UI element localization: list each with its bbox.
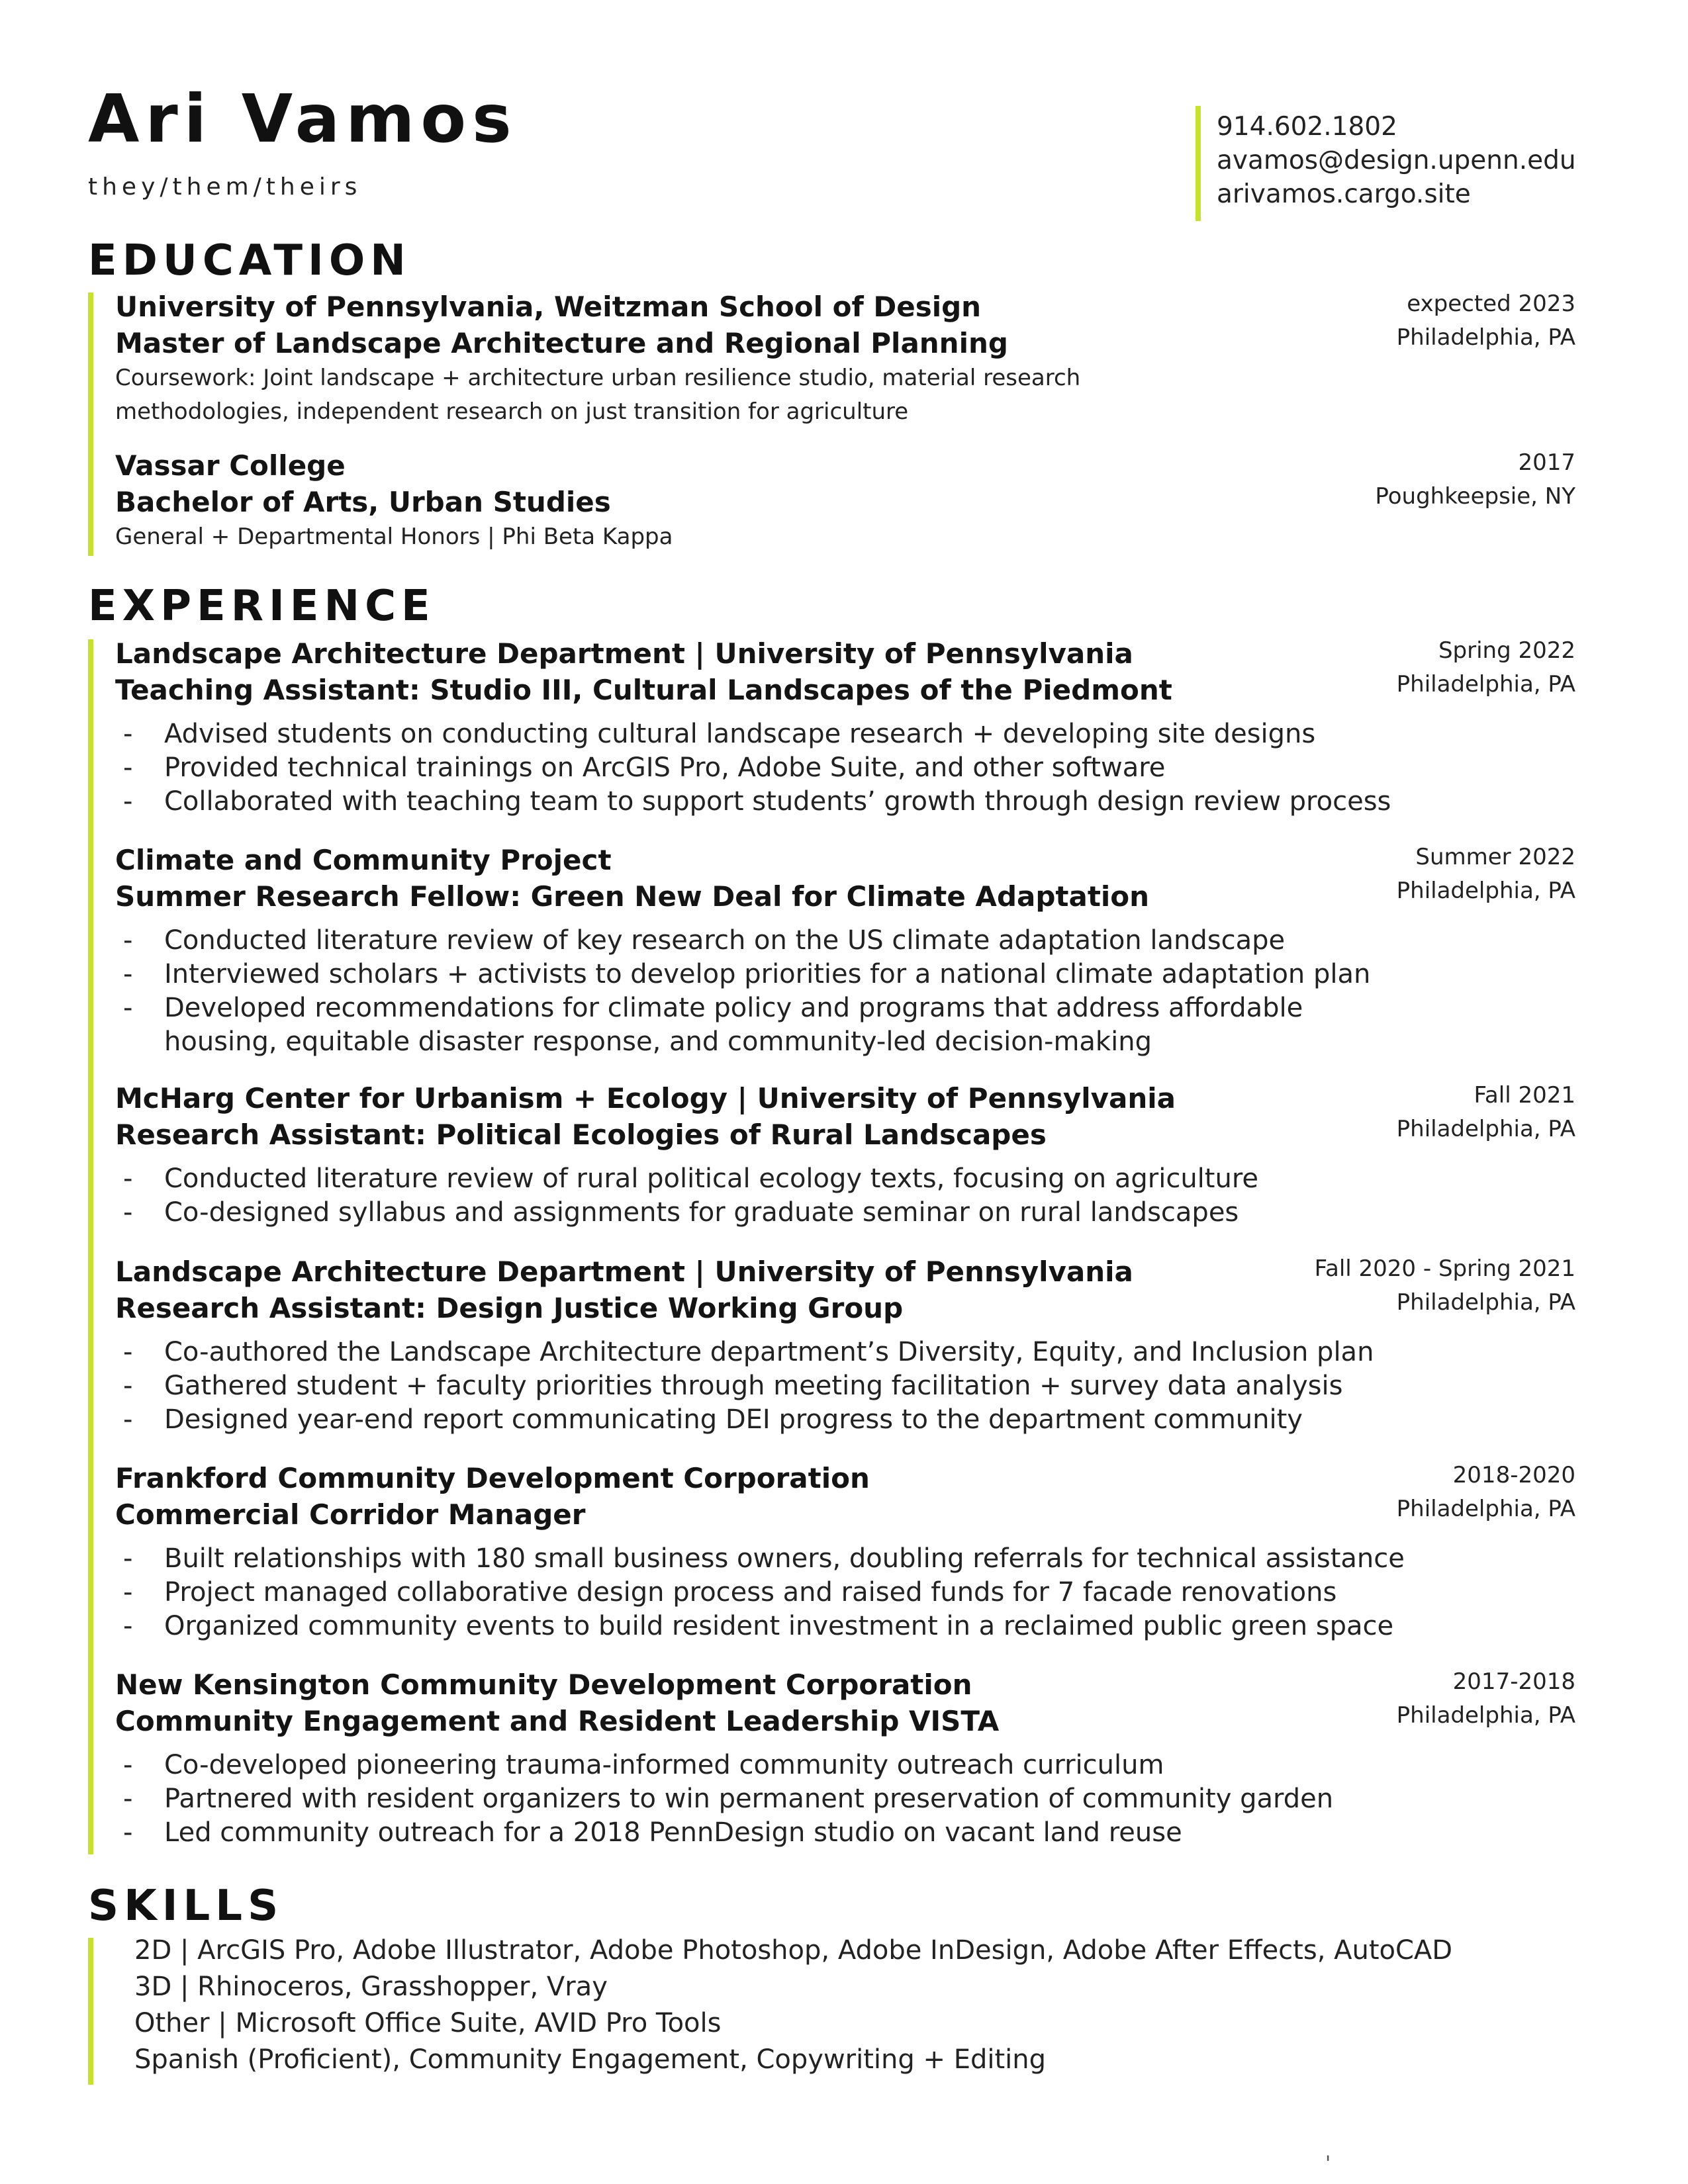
experience-meta bbox=[1397, 634, 1575, 702]
list-item: - Partnered with resident organizers to win permanent preservation of community garden bbox=[123, 1784, 1334, 1814]
skills-line: 2D | ArcGIS Pro, Adobe Illustrator, Adobe Photoshop, Adobe InDesign, Adobe After Effects, AutoCAD bbox=[134, 1935, 1453, 1966]
list-item: - Advised students on conducting cultural landscape research + developing site designs bbox=[123, 719, 1316, 749]
list-item: - Organized community events to build resident investment in a reclaimed public green space bbox=[123, 1611, 1394, 1641]
name-heading: Ari Vamos bbox=[88, 80, 518, 158]
email-link[interactable]: avamos@design.upenn.edu bbox=[1217, 146, 1576, 175]
role: Community Engagement and Resident Leadership VISTA bbox=[115, 1705, 1000, 1737]
phone: 914.602.1802 bbox=[1217, 112, 1397, 142]
bullet-list bbox=[115, 1749, 1334, 1850]
experience-entry bbox=[115, 1253, 1374, 1437]
list-item: - Interviewed scholars + activists to develop priorities for a national climate adaptation plan bbox=[123, 959, 1371, 989]
location: Philadelphia, PA bbox=[1396, 1289, 1575, 1316]
location: Philadelphia, PA bbox=[1396, 1702, 1575, 1729]
skills-list bbox=[134, 1933, 1452, 2078]
experience-meta bbox=[1397, 1079, 1575, 1146]
degree: Bachelor of Arts, Urban Studies bbox=[115, 486, 611, 518]
degree: Master of Landscape Architecture and Regional Planning bbox=[115, 327, 1008, 359]
experience-meta bbox=[1397, 1665, 1575, 1733]
date: Spring 2022 bbox=[1438, 637, 1575, 664]
organization: Frankford Community Development Corporation bbox=[115, 1462, 870, 1494]
list-item: - Built relationships with 180 small business owners, doubling referrals for technical assistance bbox=[123, 1543, 1405, 1574]
school-name: University of Pennsylvania, Weitzman School of Design bbox=[115, 291, 982, 323]
experience-entry bbox=[115, 1080, 1307, 1230]
date: Summer 2022 bbox=[1415, 844, 1575, 870]
organization: McHarg Center for Urbanism + Ecology | University of Pennsylvania bbox=[115, 1082, 1176, 1115]
list-item: housing, equitable disaster response, and community-led decision-making bbox=[164, 1026, 1152, 1057]
organization: Landscape Architecture Department | University of Pennsylvania bbox=[115, 1255, 1133, 1288]
organization: Landscape Architecture Department | University of Pennsylvania bbox=[115, 637, 1133, 670]
school-name: Vassar College bbox=[115, 449, 346, 482]
skills-line: 3D | Rhinoceros, Grasshopper, Vray bbox=[134, 1972, 608, 2002]
location: Poughkeepsie, NY bbox=[1375, 483, 1575, 510]
list-item: - Conducted literature review of rural political ecology texts, focusing on agriculture bbox=[123, 1163, 1258, 1194]
date: 2017 bbox=[1518, 449, 1575, 476]
bullet-list bbox=[115, 924, 1371, 1059]
education-meta bbox=[1397, 287, 1575, 355]
detail-line: Coursework: Joint landscape + architecture urban resilience studio, material research bbox=[115, 365, 1081, 391]
contact-accent-bar bbox=[1196, 106, 1201, 221]
list-item: - Developed recommendations for climate policy and programs that address affordable bbox=[123, 993, 1303, 1023]
role: Summer Research Fellow: Green New Deal for Climate Adaptation bbox=[115, 880, 1150, 913]
location: Philadelphia, PA bbox=[1396, 878, 1575, 904]
bullet-list bbox=[115, 1542, 1405, 1643]
skills-line: Other | Microsoft Office Suite, AVID Pro Tools bbox=[134, 2008, 722, 2038]
experience-meta bbox=[1315, 1252, 1575, 1320]
website-link[interactable]: arivamos.cargo.site bbox=[1217, 179, 1471, 209]
education-meta bbox=[1375, 446, 1575, 514]
detail-line: General + Departmental Honors | Phi Beta Kappa bbox=[115, 523, 673, 550]
list-item: - Gathered student + faculty priorities through meeting facilitation + survey data analysis bbox=[123, 1371, 1343, 1401]
list-item: - Co-designed syllabus and assignments for graduate seminar on rural landscapes bbox=[123, 1197, 1239, 1228]
footer-mark: ' bbox=[1325, 2152, 1331, 2175]
skills-accent-bar bbox=[88, 1938, 93, 2085]
experience-entry bbox=[115, 842, 1371, 1059]
skills-line: Spanish (Proficient), Community Engagement, Copywriting + Editing bbox=[134, 2044, 1047, 2075]
date: Fall 2020 - Spring 2021 bbox=[1314, 1255, 1575, 1282]
list-item: - Designed year-end report communicating DEI progress to the department community bbox=[123, 1404, 1303, 1435]
education-entry bbox=[115, 447, 1307, 554]
date: 2017-2018 bbox=[1452, 1668, 1575, 1695]
date: Fall 2021 bbox=[1474, 1082, 1575, 1109]
education-entry bbox=[115, 289, 1307, 429]
list-item: - Led community outreach for a 2018 PennDesign studio on vacant land reuse bbox=[123, 1817, 1182, 1848]
role: Research Assistant: Political Ecologies of Rural Landscapes bbox=[115, 1118, 1047, 1151]
list-item: - Conducted literature review of key research on the US climate adaptation landscape bbox=[123, 925, 1286, 956]
experience-entry bbox=[115, 1460, 1405, 1643]
list-item: - Project managed collaborative design process and raised funds for 7 facade renovations bbox=[123, 1577, 1337, 1608]
experience-heading: EXPERIENCE bbox=[88, 582, 436, 631]
organization: Climate and Community Project bbox=[115, 844, 612, 876]
location: Philadelphia, PA bbox=[1396, 671, 1575, 698]
bullet-list bbox=[115, 717, 1391, 819]
experience-entry bbox=[115, 635, 1391, 819]
role: Research Assistant: Design Justice Working Group bbox=[115, 1292, 904, 1324]
location: Philadelphia, PA bbox=[1396, 324, 1575, 351]
list-item: - Provided technical trainings on ArcGIS Pro, Adobe Suite, and other software bbox=[123, 752, 1166, 783]
list-item: - Co-developed pioneering trauma-informed community outreach curriculum bbox=[123, 1750, 1164, 1780]
date: 2018-2020 bbox=[1452, 1462, 1575, 1488]
bullet-list bbox=[115, 1336, 1374, 1437]
education-accent-bar bbox=[88, 293, 93, 556]
list-item: - Collaborated with teaching team to support students’ growth through design review process bbox=[123, 786, 1391, 817]
location: Philadelphia, PA bbox=[1396, 1116, 1575, 1142]
education-heading: EDUCATION bbox=[88, 236, 411, 285]
organization: New Kensington Community Development Corporation bbox=[115, 1668, 972, 1701]
bullet-list bbox=[115, 1162, 1307, 1230]
role: Teaching Assistant: Studio III, Cultural Landscapes of the Piedmont bbox=[115, 674, 1172, 706]
role: Commercial Corridor Manager bbox=[115, 1498, 586, 1531]
experience-accent-bar bbox=[88, 639, 93, 1854]
experience-meta bbox=[1397, 1459, 1575, 1526]
location: Philadelphia, PA bbox=[1396, 1496, 1575, 1522]
experience-meta bbox=[1397, 841, 1575, 908]
contact-info bbox=[1217, 110, 1576, 211]
skills-heading: SKILLS bbox=[88, 1882, 284, 1931]
pronouns: they/them/theirs bbox=[88, 173, 362, 201]
detail-line: methodologies, independent research on just transition for agriculture bbox=[115, 398, 909, 425]
list-item: - Co-authored the Landscape Architecture department’s Diversity, Equity, and Inclusion plan bbox=[123, 1337, 1374, 1367]
date: expected 2023 bbox=[1407, 291, 1575, 317]
experience-entry bbox=[115, 1666, 1334, 1850]
